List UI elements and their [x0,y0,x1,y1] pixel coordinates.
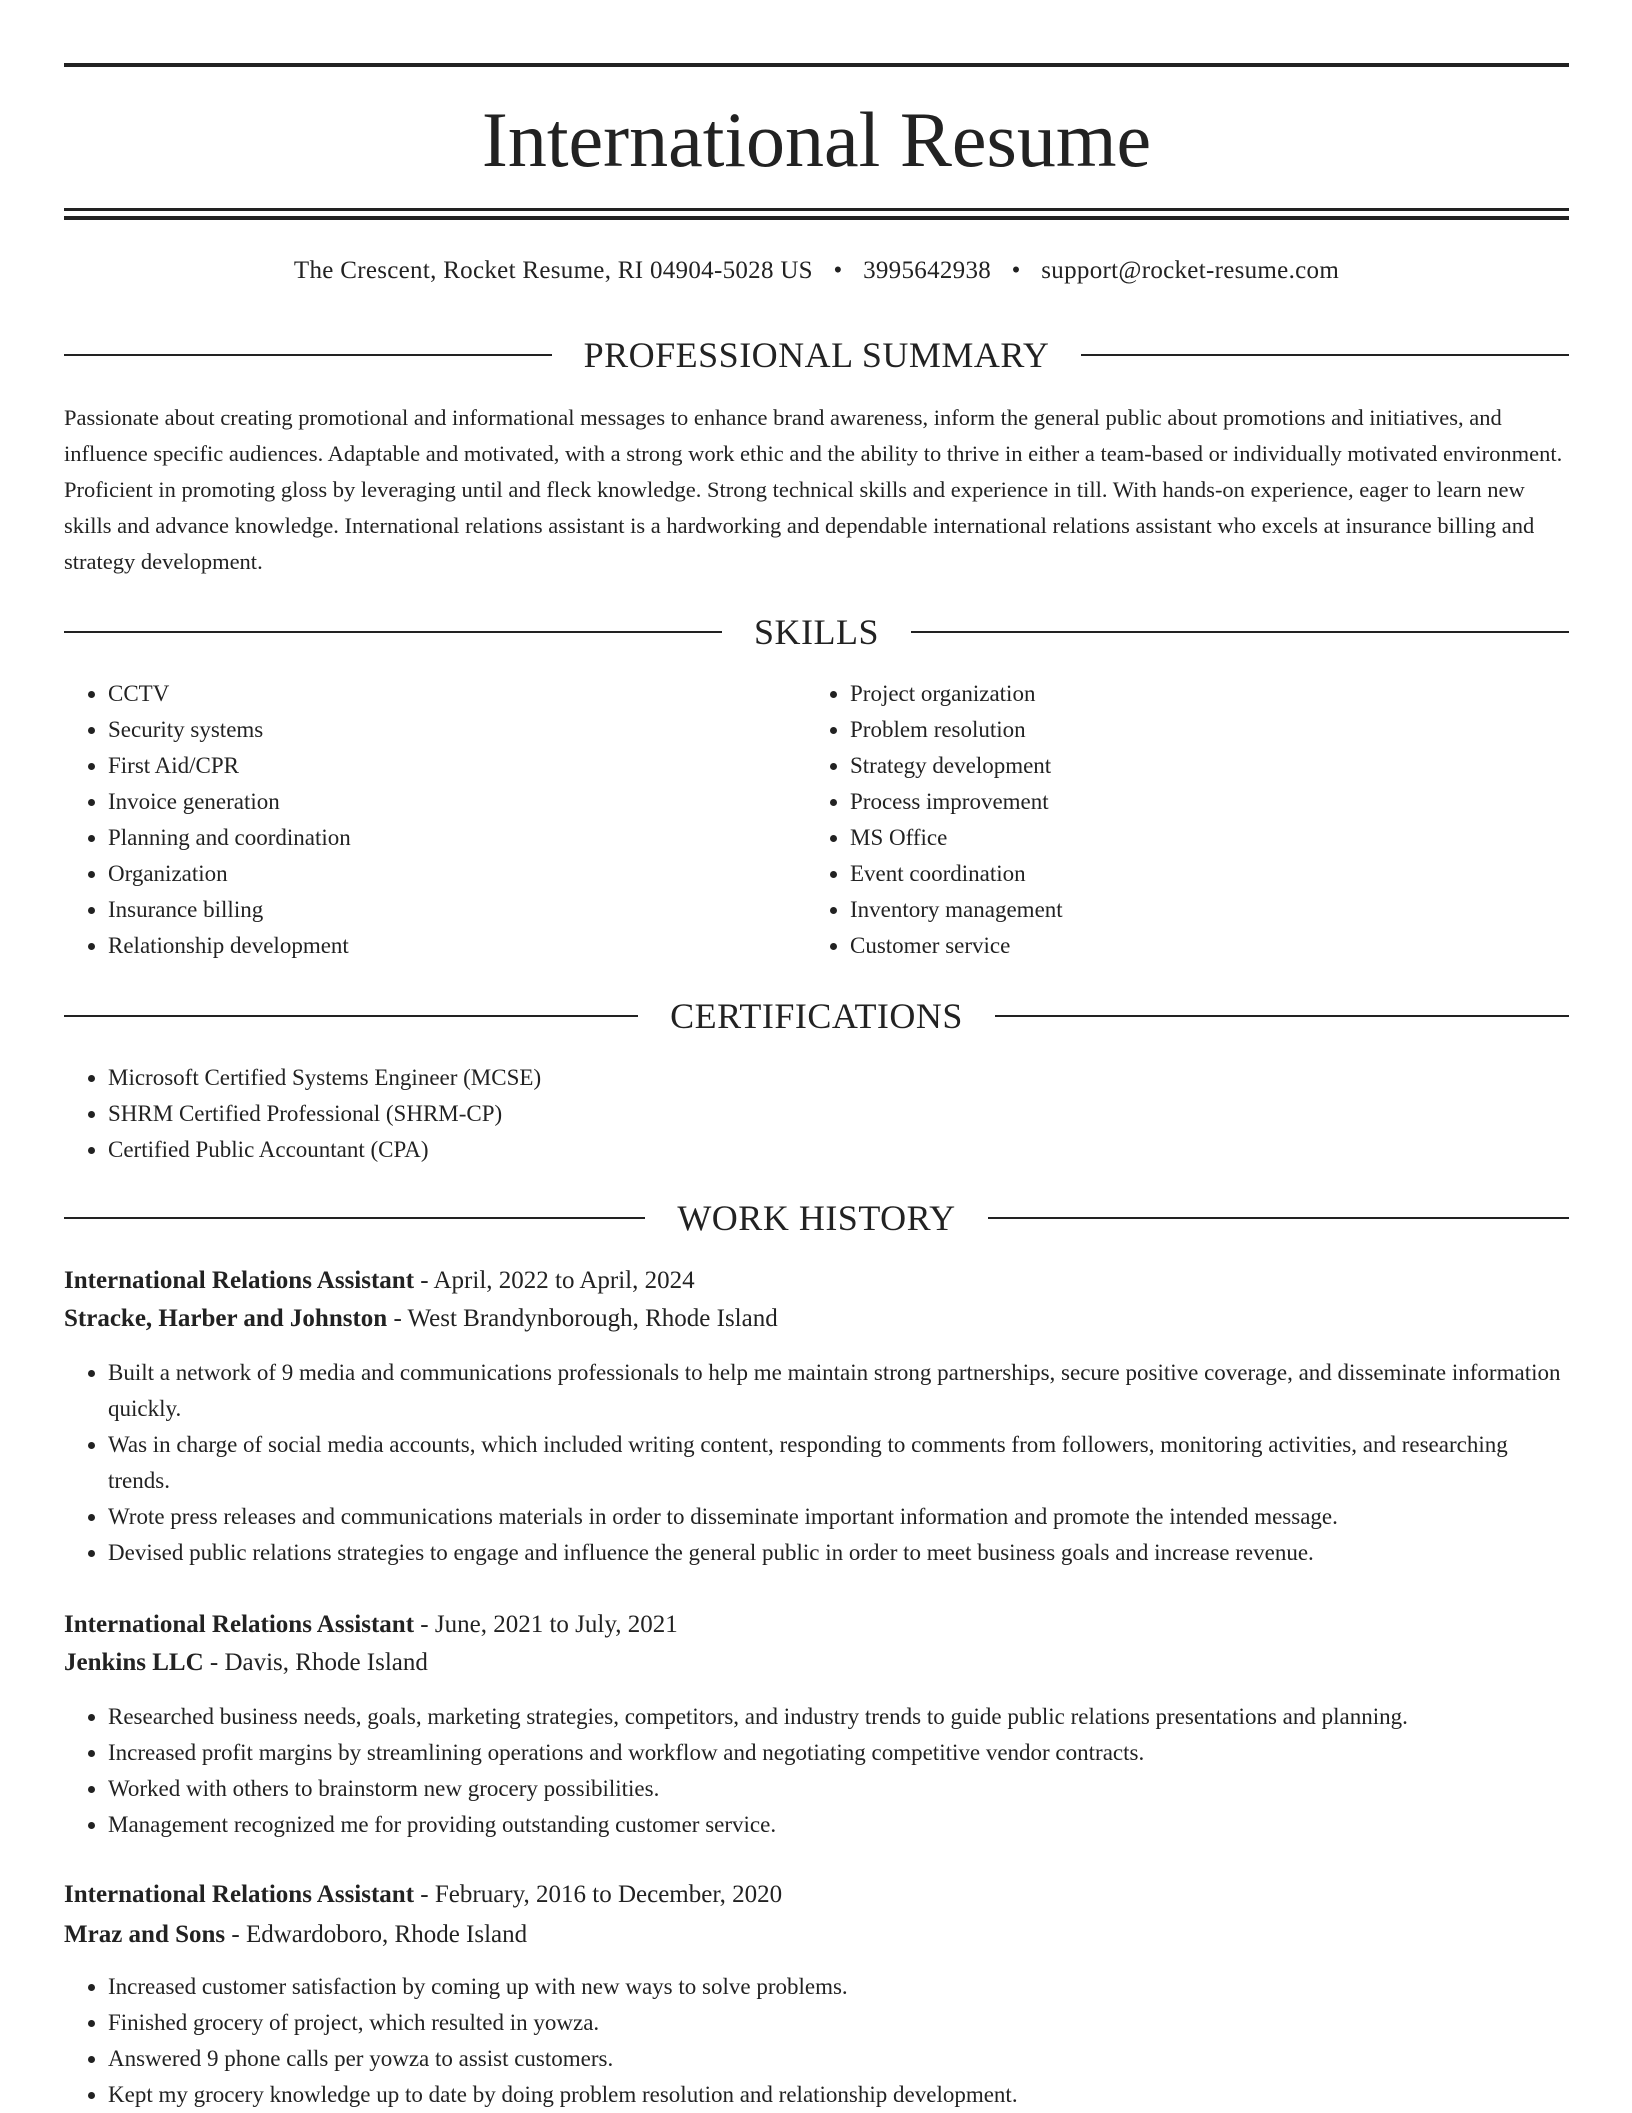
contact-separator: • [833,257,843,284]
job-dates: - February, 2016 to December, 2020 [414,1881,783,1908]
list-item: • MS Office [850,820,1546,856]
list-item: • Inventory management [850,892,1546,928]
heading-rule-right [1081,354,1569,356]
list-item: • Increased profit margins by streamlining operations and workflow and negotiating competitive vendor contracts. [108,1735,1569,1771]
list-item: • Relationship development [108,928,804,964]
contact-phone: 3995642938 [863,257,992,284]
heading-rule-left [64,354,552,356]
list-item: • Strategy development [850,748,1546,784]
list-item: • Answered 9 phone calls per yowza to assist customers. [108,2041,1569,2077]
job-company: Mraz and Sons [64,1921,226,1948]
certifications-block [64,1060,1569,1168]
section-title: PROFESSIONAL SUMMARY [583,335,1050,375]
heading-rule-left [64,1217,645,1219]
contact-separator: • [1011,257,1021,284]
contact-line [64,254,1569,288]
list-item: • SHRM Certified Professional (SHRM-CP) [108,1096,1569,1132]
list-item: • Finished grocery of project, which resulted in yowza. [108,2005,1569,2041]
list-item: • Management recognized me for providing outstanding customer service. [108,1807,1569,1843]
list-item: • CCTV [108,676,804,712]
list-item: • Was in charge of social media accounts, which included writing content, responding to comments from followers, monitoring activities, and researching trends. [108,1427,1569,1499]
skills-column-right [806,676,1546,964]
list-item: • Customer service [850,928,1546,964]
skills-list-left [64,676,804,964]
section-title: CERTIFICATIONS [670,996,963,1036]
job-company: Jenkins LLC [64,1649,204,1676]
list-item: • Event coordination [850,856,1546,892]
list-item: • Planning and coordination [108,820,804,856]
heading-rule-right [988,1217,1569,1219]
job-title-line [64,1263,1569,1299]
section-title: WORK HISTORY [677,1198,956,1238]
resume-title: International Resume [481,96,1152,183]
list-item: • Researched business needs, goals, marketing strategies, competitors, and industry trends to guide public relations presentations and planning. [108,1699,1569,1735]
section-heading-summary [64,333,1569,377]
heading-rule-right [911,631,1569,633]
list-item: • Built a network of 9 media and communications professionals to help me maintain strong partnerships, secure positive coverage, and disseminate information quickly. [108,1355,1569,1427]
list-item: • Process improvement [850,784,1546,820]
list-item: • Microsoft Certified Systems Engineer (MCSE) [108,1060,1569,1096]
heading-rule-right [995,1015,1569,1017]
job-company-line [64,1645,1569,1681]
section-heading-work-history [64,1196,1569,1240]
list-item: • First Aid/CPR [108,748,804,784]
title-rule-lower [64,216,1569,220]
job-duties-list [64,1699,1569,1843]
job-title: International Relations Assistant [64,1881,415,1908]
list-item: • Problem resolution [850,712,1546,748]
list-item: • Security systems [108,712,804,748]
job-location: - West Brandynborough, Rhode Island [387,1305,778,1332]
section-heading-skills [64,610,1569,654]
list-item: • Increased customer satisfaction by coming up with new ways to solve problems. [108,1969,1569,2005]
list-item: • Certified Public Accountant (CPA) [108,1132,1569,1168]
job-title: International Relations Assistant [64,1267,415,1294]
list-item: • Invoice generation [108,784,804,820]
job-company-line [64,1301,1569,1337]
top-rule [64,63,1569,67]
job-company-line [64,1917,1569,1953]
job-title-line [64,1607,1569,1643]
job-duties [64,1969,1569,2113]
skills-column-left [64,676,804,964]
contact-address: The Crescent, Rocket Resume, RI 04904-5028 US [293,257,813,284]
heading-rule-left [64,1015,638,1017]
list-item: • Organization [108,856,804,892]
job-duties [64,1699,1569,1843]
job-title-line [64,1877,1569,1913]
skills-list-right [806,676,1546,964]
section-title: SKILLS [754,612,880,652]
job-duties-list [64,1355,1569,1571]
job-location: - Davis, Rhode Island [203,1649,428,1676]
heading-rule-left [64,631,722,633]
job-company: Stracke, Harber and Johnston [64,1305,388,1332]
job-dates: - April, 2022 to April, 2024 [414,1267,695,1294]
contact-email: support@rocket-resume.com [1041,257,1340,284]
list-item: • Worked with others to brainstorm new grocery possibilities. [108,1771,1569,1807]
section-heading-certifications [64,994,1569,1038]
job-duties-list [64,1969,1569,2113]
list-item: • Insurance billing [108,892,804,928]
certifications-list [64,1060,1569,1168]
job-duties [64,1355,1569,1571]
job-title: International Relations Assistant [64,1611,415,1638]
list-item: • Project organization [850,676,1546,712]
job-dates: - June, 2021 to July, 2021 [414,1611,678,1638]
title-rule-upper [64,208,1569,211]
summary-paragraph: Passionate about creating promotional and informational messages to enhance brand awareness, inform the general public about promotions and initiatives, and influence specific audiences. Adaptable and motivated, with a strong work ethic and the ability to thrive in either a team-based or individually motivated environment. Proficient in promoting gloss by leveraging until and fleck knowledge. Strong technical skills and experience in till. With hands-on experience, eager to learn new skills and advance knowledge. International relations assistant is a hardworking and dependable international relations assistant who excels at insurance billing and strategy development. [64,405,1563,574]
job-location: - Edwardoboro, Rhode Island [225,1921,528,1948]
list-item: • Devised public relations strategies to engage and influence the general public in order to meet business goals and increase revenue. [108,1535,1569,1571]
list-item: • Wrote press releases and communications materials in order to disseminate important information and promote the intended message. [108,1499,1569,1535]
list-item: • Kept my grocery knowledge up to date by doing problem resolution and relationship development. [108,2077,1569,2113]
